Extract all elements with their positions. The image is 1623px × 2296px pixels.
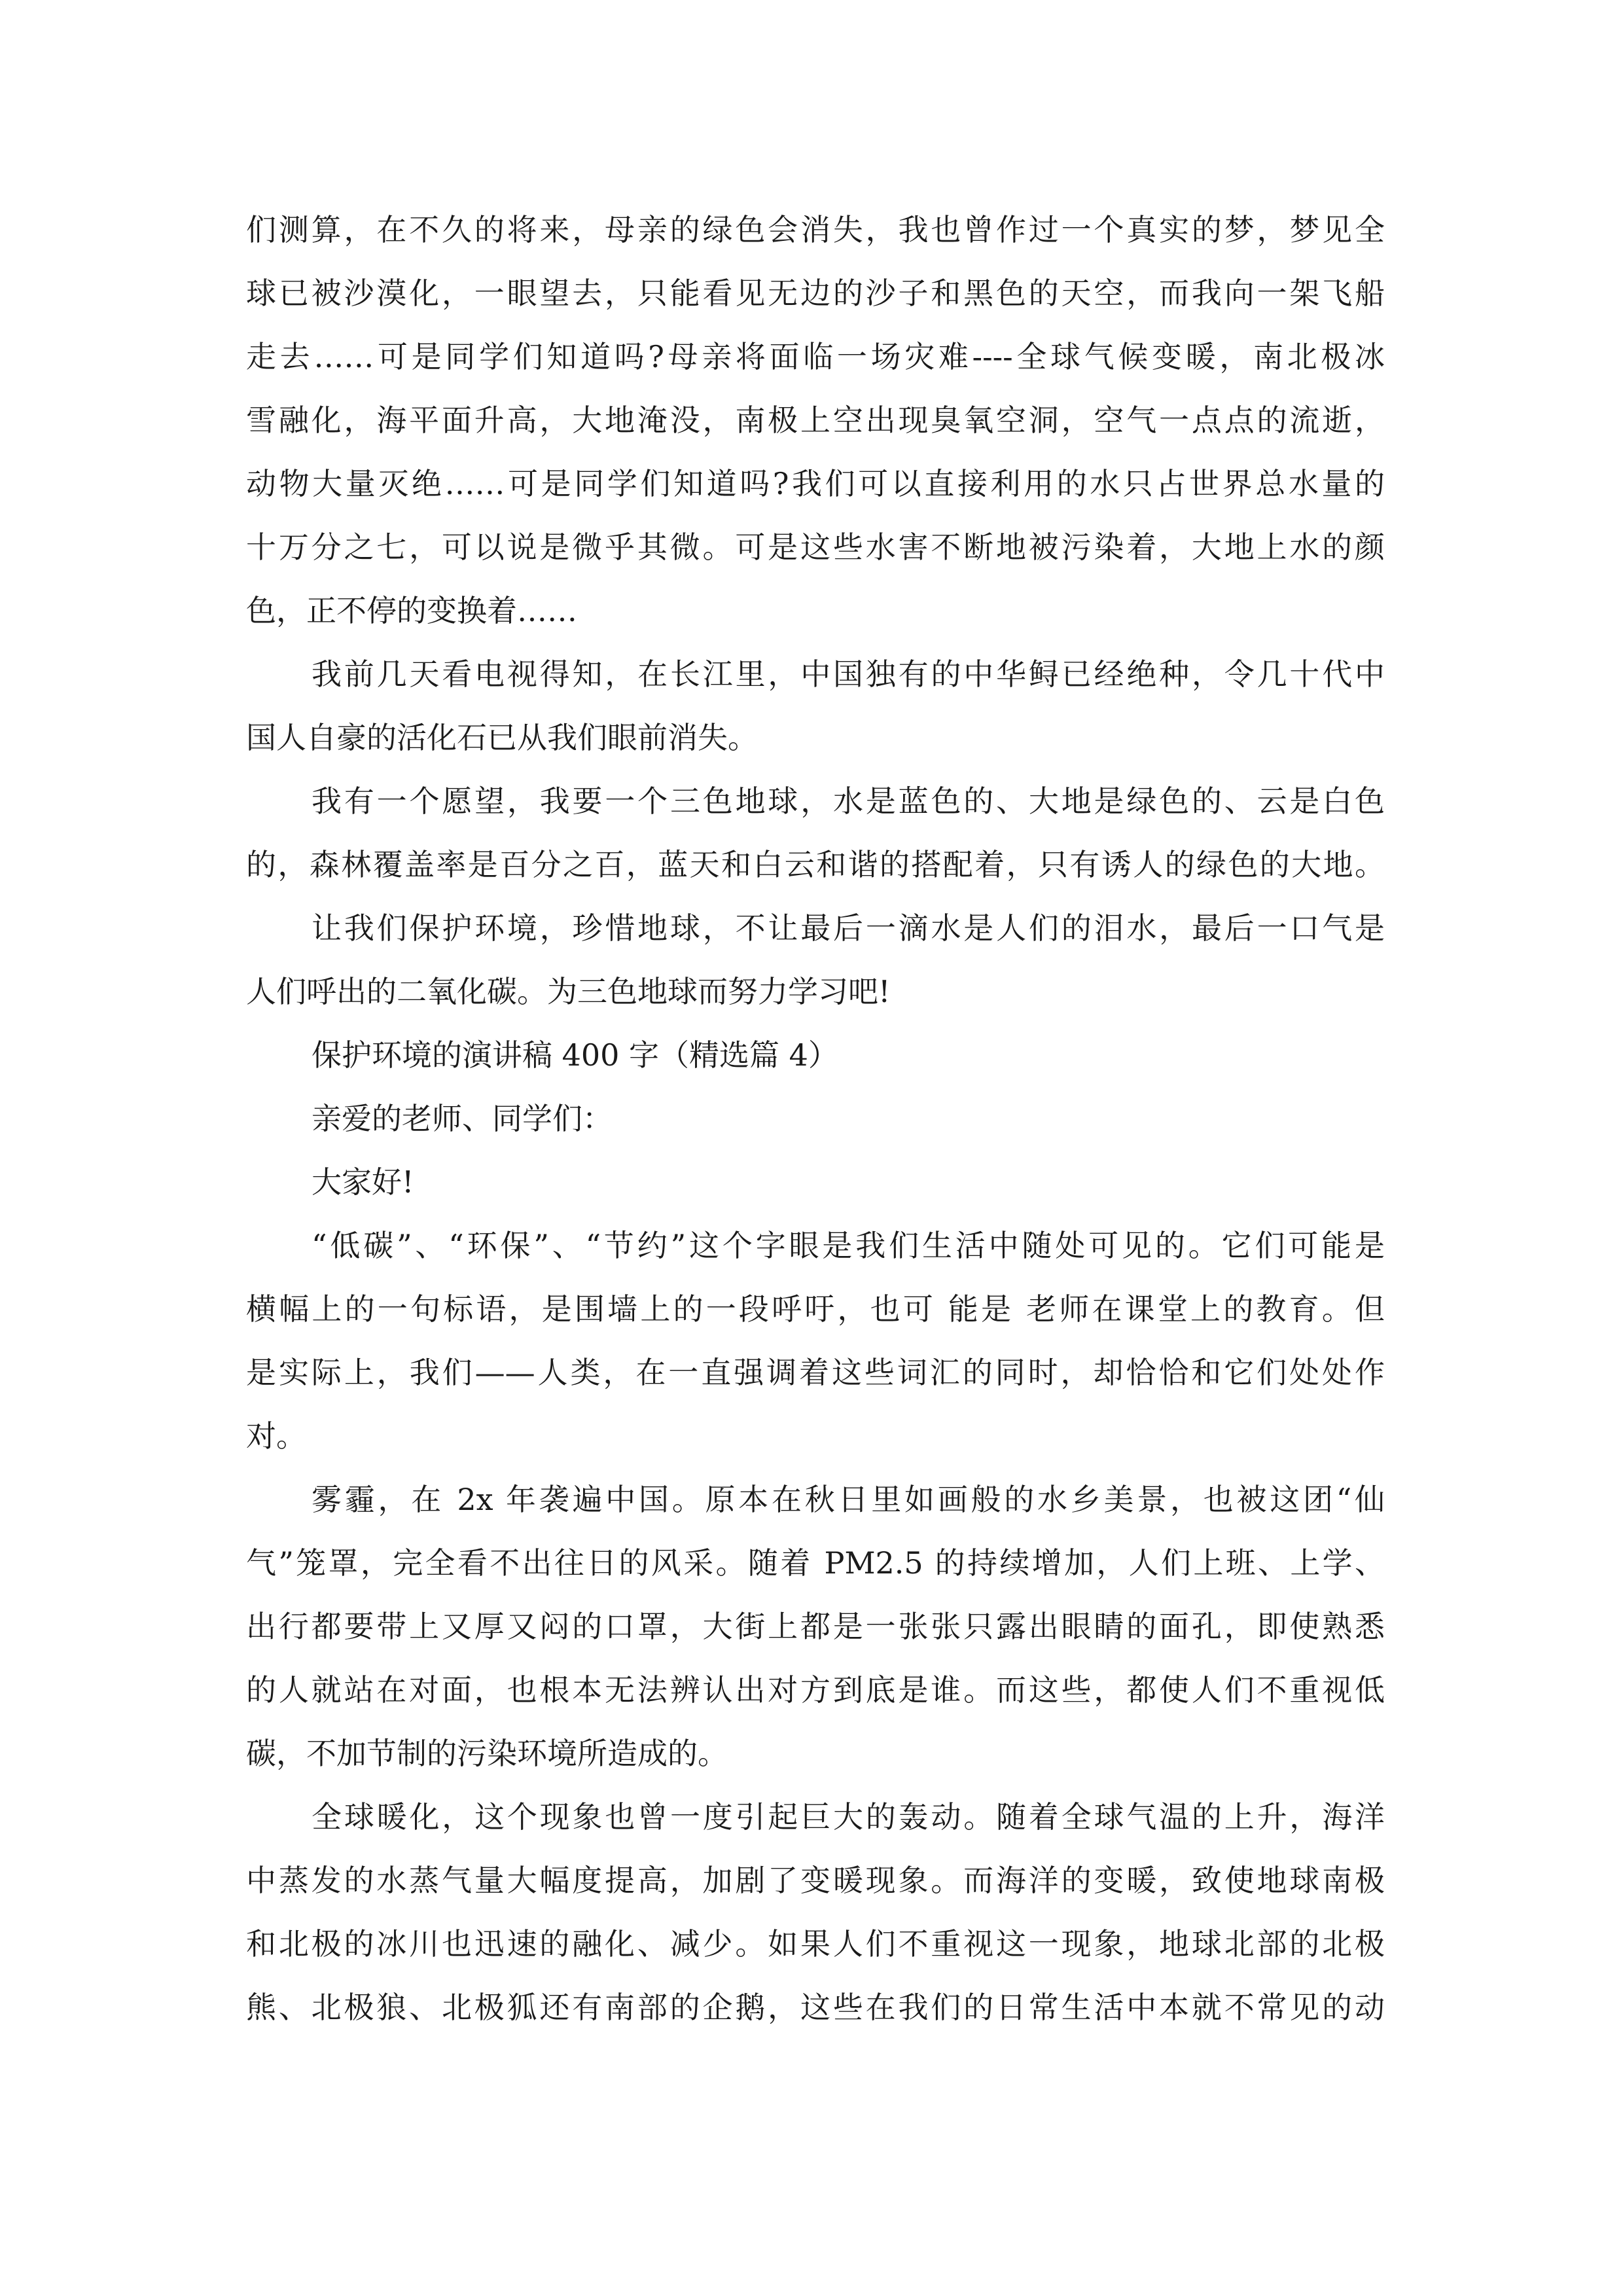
text-line: 让我们保护环境，珍惜地球，不让最后一滴水是人们的泪水，最后一口气是 [312,910,1385,946]
text-line: 色，正不停的变换着…… [246,593,577,628]
greeting: 大家好! [312,1164,414,1200]
text-line: 全球暖化，这个现象也曾一度引起巨大的轰动。随着全球气温的上升，海洋 [312,1799,1385,1835]
text-line: 对。 [246,1418,306,1454]
salutation: 亲爱的老师、同学们： [312,1101,613,1136]
text-line: 人们呼出的二氧化碳。为三色地球而努力学习吧! [246,974,891,1009]
text-line: 和北极的冰川也迅速的融化、减少。如果人们不重视这一现象，地球北部的北极 [246,1926,1385,1962]
text-line: “低碳”、“环保”、“节约”这个字眼是我们生活中随处可见的。它们可能是 [312,1228,1385,1263]
text-line: 走去……可是同学们知道吗?母亲将面临一场灾难----全球气候变暖，南北极冰 [246,339,1385,374]
text-line: 球已被沙漠化，一眼望去，只能看见无边的沙子和黑色的天空，而我向一架飞船 [246,276,1385,311]
text-line: 的，森林覆盖率是百分之百，蓝天和白云和谐的搭配着，只有诱人的绿色的大地。 [246,847,1385,882]
text-line: 熊、北极狼、北极狐还有南部的企鹅，这些在我们的日常生活中本就不常见的动 [246,1990,1385,2025]
text-line: 们测算，在不久的将来，母亲的绿色会消失，我也曾作过一个真实的梦，梦见全 [246,212,1385,247]
text-line: 气”笼罩，完全看不出往日的风采。随着 PM2.5 的持续增加，人们上班、上学、 [246,1545,1385,1581]
text-line: 雾霾，在 2x 年袭遍中国。原本在秋日里如画般的水乡美景，也被这团“仙 [312,1482,1385,1517]
text-line: 国人自豪的活化石已从我们眼前消失。 [246,720,758,755]
text-line: 的人就站在对面，也根本无法辨认出对方到底是谁。而这些，都使人们不重视低 [246,1672,1385,1708]
text-line: 我前几天看电视得知，在长江里，中国独有的中华鲟已经绝种，令几十代中 [312,656,1385,692]
text-line: 我有一个愿望，我要一个三色地球，水是蓝色的、大地是绿色的、云是白色 [312,783,1385,819]
text-line: 动物大量灭绝……可是同学们知道吗?我们可以直接利用的水只占世界总水量的 [246,466,1385,501]
text-line: 横幅上的一句标语，是围墙上的一段呼吁，也可 能是 老师在课堂上的教育。但 [246,1291,1385,1327]
section-heading: 保护环境的演讲稿 400 字（精选篇 4） [312,1037,838,1073]
text-line: 碳，不加节制的污染环境所造成的。 [246,1736,728,1771]
text-line: 中蒸发的水蒸气量大幅度提高，加剧了变暖现象。而海洋的变暖，致使地球南极 [246,1863,1385,1898]
text-line: 是实际上，我们——人类，在一直强调着这些词汇的同时，却恰恰和它们处处作 [246,1355,1385,1390]
text-line: 十万分之七，可以说是微乎其微。可是这些水害不断地被污染着，大地上水的颜 [246,529,1385,565]
text-line: 出行都要带上又厚又闷的口罩，大街上都是一张张只露出眼睛的面孔，即使熟悉 [246,1609,1385,1644]
text-line: 雪融化，海平面升高，大地淹没，南极上空出现臭氧空洞，空气一点点的流逝， [246,403,1385,438]
